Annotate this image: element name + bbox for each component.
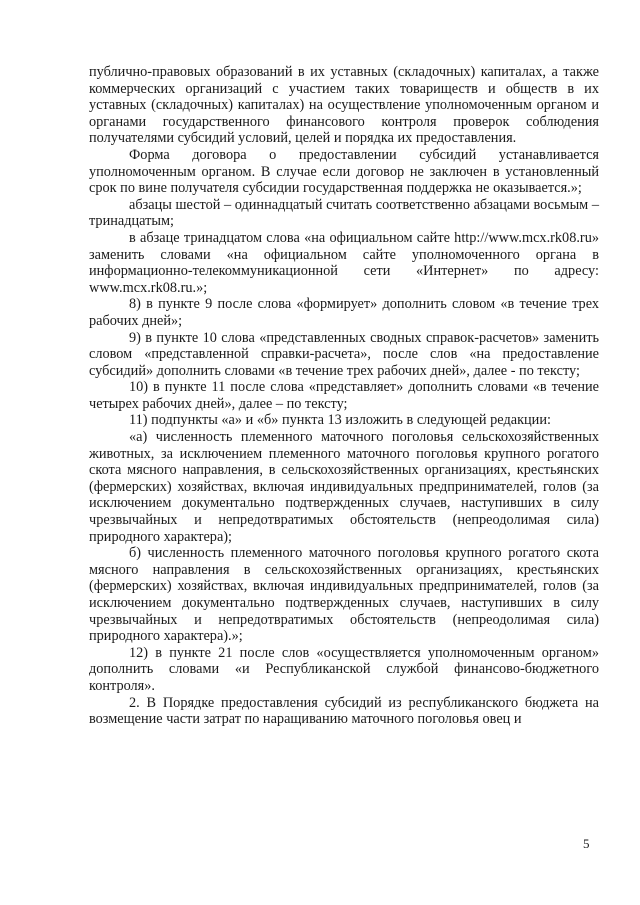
- paragraph-item-9: 9) в пункте 10 слова «представленных сводных справок-расчетов» заменить словом «представленной справки-расчета», после слов «на предоставление субсидий» дополнить словами «в течение трех рабочих дней», далее - по тексту;: [89, 329, 599, 379]
- document-body: [89, 64, 599, 728]
- paragraph-item-10: 10) в пункте 11 после слова «представляет» дополнить словами «в течение четырех рабочих дней», далее – по тексту;: [89, 379, 599, 412]
- paragraph-contract-form: Форма договора о предоставлении субсидий устанавливается уполномоченным органом. В случае если договор не заключен в установленный срок по вине получателя субсидии государственная поддержка не оказывается.»;: [89, 146, 599, 197]
- paragraph-item-8: 8) в пункте 9 после слова «формирует» дополнить словом «в течение трех рабочих дней»;: [89, 296, 599, 329]
- paragraph-renumber-abzacs: абзацы шестой – одиннадцатый считать соответственно абзацами восьмым – тринадцатым;: [89, 196, 599, 230]
- paragraph-item-12: 12) в пункте 21 после слов «осуществляется уполномоченным органом» дополнить словами «и Республиканской службой финансово-бюджетного контроля».: [89, 644, 599, 694]
- paragraph-continuation: публично-правовых образований в их уставных (складочных) капиталах, а также коммерческих организаций с участием таких товариществ и обществ в их уставных (складочных) капиталах) на осуществление уполномоченным органом и органами государственного финансового контроля проверок соблюдения получателями субсидий условий, целей и порядка их предоставления.: [89, 64, 599, 147]
- paragraph-item-11: 11) подпункты «а» и «б» пункта 13 изложить в следующей редакции:: [129, 412, 551, 429]
- page-number: 5: [583, 836, 590, 851]
- paragraph-section-2: 2. В Порядке предоставления субсидий из республиканского бюджета на возмещение части затрат по наращиванию маточного поголовья овец и: [89, 694, 599, 728]
- paragraph-website-change: в абзаце тринадцатом слова «на официальном сайте http://www.mcx.rk08.ru» заменить словами «на официальном сайте уполномоченного органа в информационно-телекоммуникационной сети «Интернет» по адресу: www.mcx.rk08.ru.»;: [89, 229, 599, 296]
- paragraph-subitem-a: «а) численность племенного маточного поголовья сельскохозяйственных животных, за исключением племенного маточного поголовья крупного рогатого скота мясного направления, в сельскохозяйственных организациях, крестьянских (фермерских) хозяйствах, включая индивидуальных предпринимателей, голов (за исключением документально подтвержденных случаев, наступивших в силу чрезвычайных и непредотвратимых обстоятельств (непреодолимая сила) природного характера);: [89, 429, 599, 545]
- paragraph-subitem-b: б) численность племенного маточного поголовья крупного рогатого скота мясного направления в сельскохозяйственных организациях, крестьянских (фермерских) хозяйствах, включая индивидуальных предпринимателей, голов (за исключением документально подтвержденных случаев, наступивших в силу чрезвычайных и непредотвратимых обстоятельств (непреодолимая сила) природного характера).»;: [89, 545, 599, 645]
